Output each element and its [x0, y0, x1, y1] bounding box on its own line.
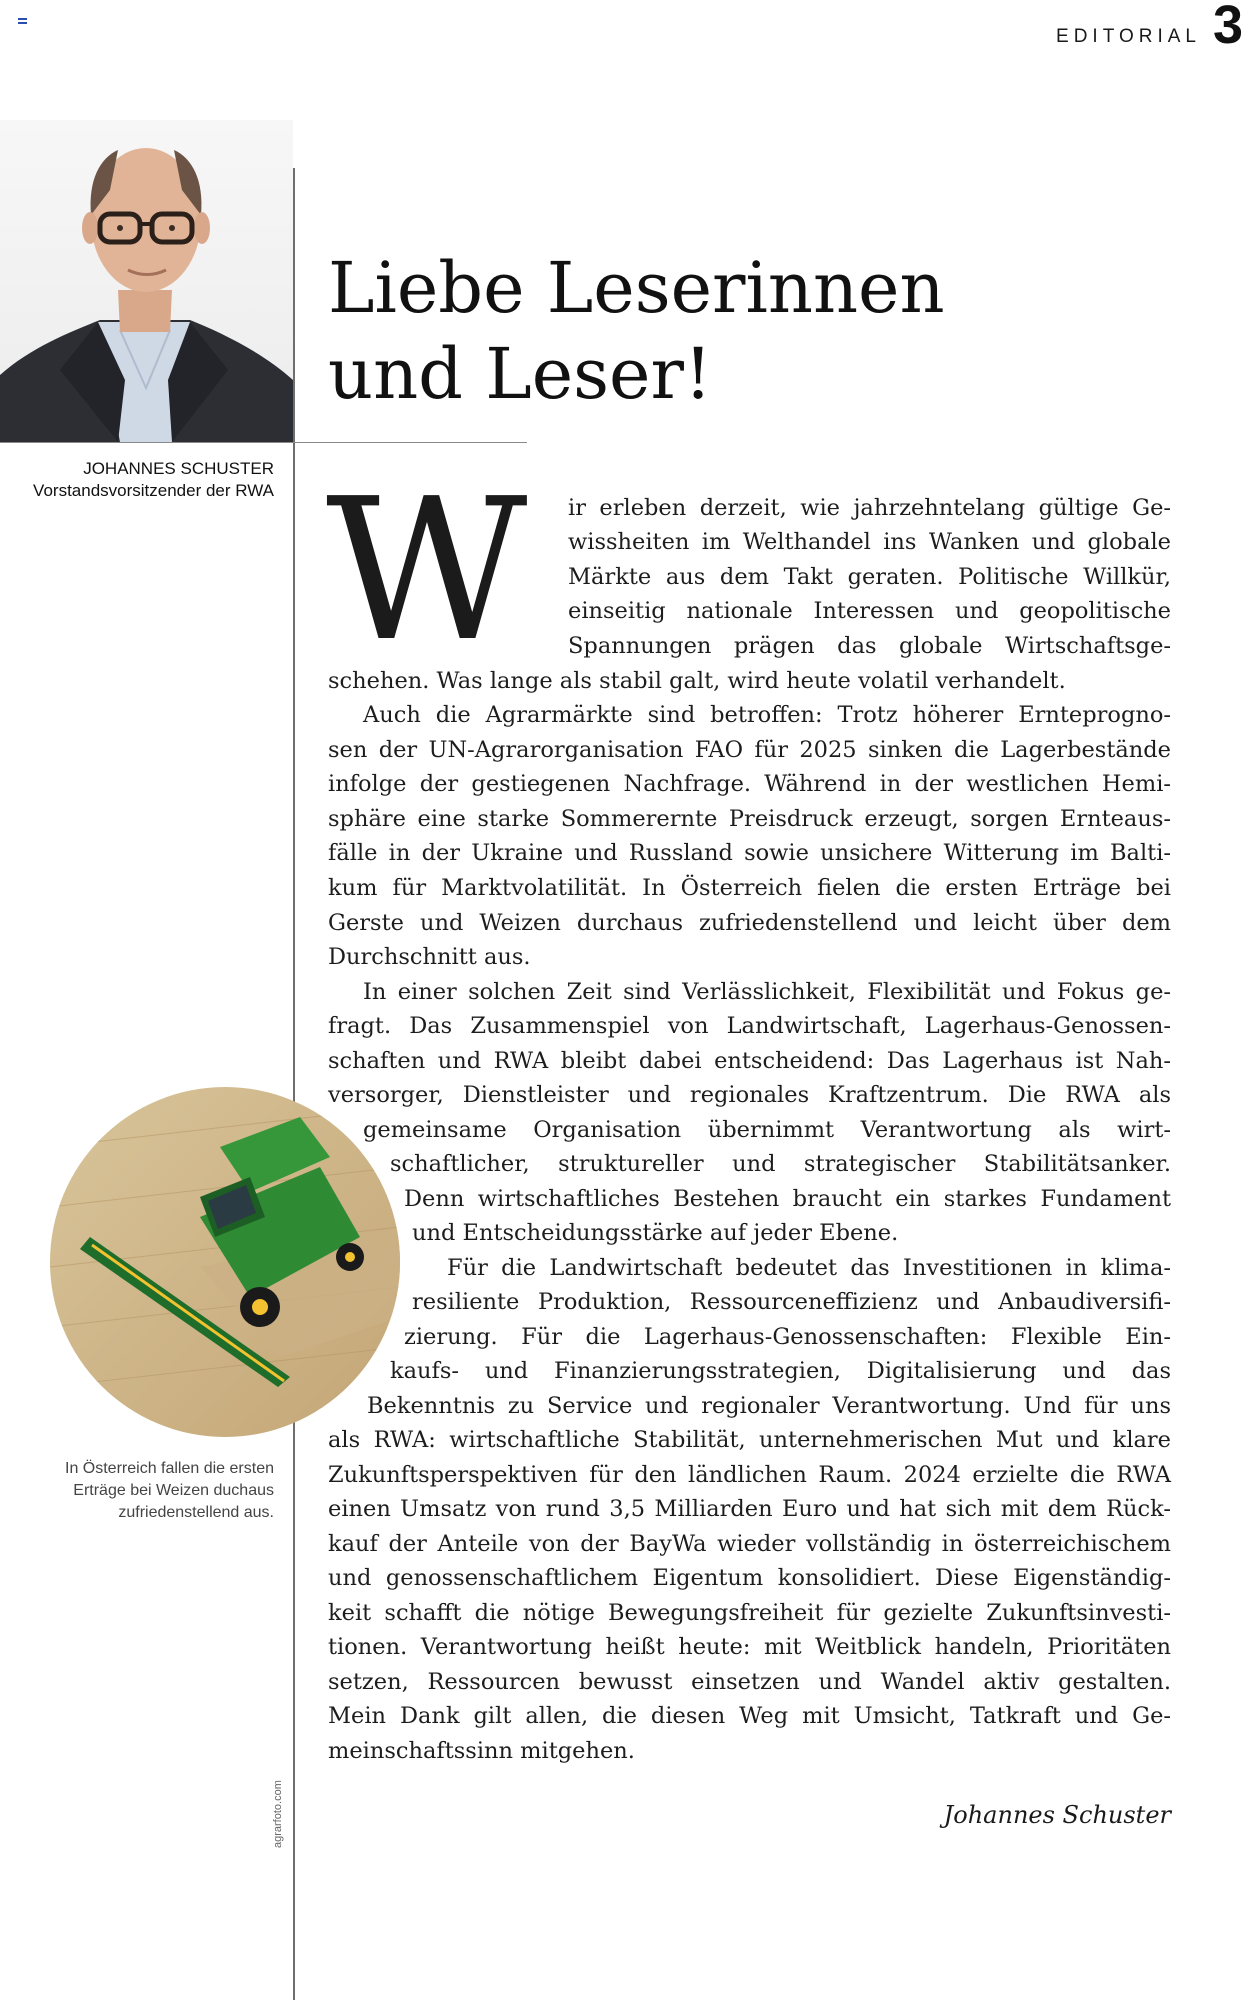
body-line: Bekenntnis zu Service und regionaler Verantwortung. Und für uns [367, 1393, 1171, 1419]
author-portrait [0, 120, 293, 442]
body-line: fälle in der Ukraine und Russland sowie unsichere Witterung im Balti- [328, 840, 1171, 866]
signature: Johannes Schuster [943, 1801, 1171, 1829]
harvester-photo [50, 1087, 400, 1437]
author-role: Vorstandsvorsitzender der RWA [33, 481, 274, 500]
body-line: Märkte aus dem Takt geraten. Politische Willkür, [568, 564, 1171, 590]
body-line: Gerste und Weizen durchaus zufriedenstellend und leicht über dem [328, 910, 1171, 936]
body-line: fragt. Das Zusammenspiel von Landwirtschaft, Lagerhaus-Genossen- [328, 1013, 1171, 1039]
body-line: zierung. Für die Lagerhaus-Genossenschaften: Flexible Ein- [404, 1324, 1171, 1350]
body-line: schaftlicher, struktureller und strategischer Stabilitätsanker. [390, 1151, 1171, 1177]
photo-caption-line: In Österreich fallen die ersten [65, 1460, 274, 1477]
body-line: Zukunftsperspektiven für den ländlichen Raum. 2024 erzielte die RWA [328, 1462, 1171, 1488]
photo-credit: agrarfoto.com [272, 1780, 284, 1848]
drop-cap: W [326, 457, 528, 685]
body-line: meinschaftssinn mitgehen. [328, 1738, 635, 1764]
menu-icon[interactable] [18, 18, 27, 26]
photo-caption-line: zufriedenstellend aus. [118, 1504, 274, 1521]
body-line: infolge der gestiegenen Nachfrage. Während in der westlichen Hemi- [328, 771, 1171, 797]
body-line: kaufs- und Finanzierungsstrategien, Digitalisierung und das [390, 1358, 1171, 1384]
section-label: EDITORIAL [1056, 26, 1201, 47]
body-line: versorger, Dienstleister und regionales Kraftzentrum. Die RWA als [328, 1082, 1171, 1108]
body-line: sen der UN-Agrarorganisation FAO für 2025 sinken die Lagerbestände [328, 737, 1171, 763]
body-line: sphäre eine starke Sommerernte Preisdruck erzeugt, sorgen Ernteaus- [328, 806, 1171, 832]
body-line: In einer solchen Zeit sind Verlässlichkeit, Flexibilität und Fokus ge- [363, 979, 1171, 1005]
body-line: Denn wirtschaftliches Bestehen braucht ein starkes Fundament [404, 1186, 1171, 1212]
body-line: keit schafft die nötige Bewegungsfreiheit für gezielte Zukunftsinvesti- [328, 1600, 1171, 1626]
body-line: als RWA: wirtschaftliche Stabilität, unternehmerischen Mut und klare [328, 1427, 1171, 1453]
body-line: schaften und RWA bleibt dabei entscheidend: Das Lagerhaus ist Nah- [328, 1048, 1171, 1074]
body-line: Auch die Agrarmärkte sind betroffen: Trotz höherer Ernteprogno- [363, 702, 1171, 728]
body-line: resiliente Produktion, Ressourceneffizienz und Anbaudiversifi- [412, 1289, 1171, 1315]
headline-line-1: Liebe Leserinnen [328, 247, 945, 329]
photo-caption-line: Erträge bei Weizen duchaus [73, 1482, 274, 1499]
body-line: tionen. Verantwortung heißt heute: mit Weitblick handeln, Prioritäten [328, 1634, 1171, 1660]
body-line: ir erleben derzeit, wie jahrzehntelang gültige Ge- [568, 495, 1171, 521]
headline [328, 245, 945, 417]
page-number: 3 [1212, 0, 1243, 55]
portrait-divider [0, 442, 527, 443]
author-name: JOHANNES SCHUSTER [83, 459, 274, 478]
body-line: Spannungen prägen das globale Wirtschaftsge- [568, 633, 1171, 659]
body-line: und Entscheidungsstärke auf jeder Ebene. [412, 1220, 899, 1246]
body-line: wissheiten im Welthandel ins Wanken und globale [568, 529, 1171, 555]
body-line: und genossenschaftlichem Eigentum konsolidiert. Diese Eigenständig- [328, 1565, 1171, 1591]
body-line: Mein Dank gilt allen, die diesen Weg mit Umsicht, Tatkraft und Ge- [328, 1703, 1171, 1729]
body-line: einen Umsatz von rund 3,5 Milliarden Euro und hat sich mit dem Rück- [328, 1496, 1171, 1522]
body-line: kum für Marktvolatilität. In Österreich fielen die ersten Erträge bei [328, 875, 1171, 901]
body-line: gemeinsame Organisation übernimmt Verantwortung als wirt- [363, 1117, 1171, 1143]
body-line: Durchschnitt aus. [328, 944, 531, 970]
body-line: schehen. Was lange als stabil galt, wird heute volatil verhandelt. [328, 668, 1066, 694]
headline-line-2: und Leser! [328, 333, 713, 415]
body-line: kauf der Anteile von der BayWa wieder vollständig in österreichischem [328, 1531, 1171, 1557]
body-line: einseitig nationale Interessen und geopolitische [568, 598, 1171, 624]
body-line: setzen, Ressourcen bewusst einsetzen und Wandel aktiv gestalten. [328, 1669, 1171, 1695]
body-line: Für die Landwirtschaft bedeutet das Investitionen in klima- [447, 1255, 1171, 1281]
